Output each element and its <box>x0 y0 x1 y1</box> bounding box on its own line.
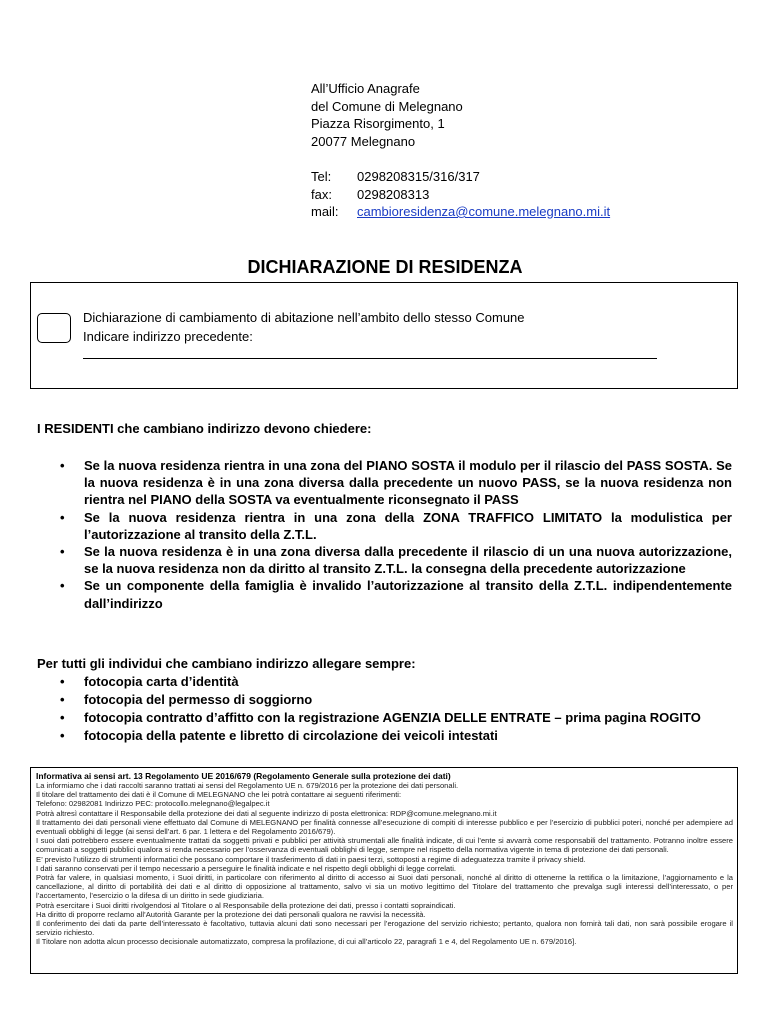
address-line-1: All’Ufficio Anagrafe <box>311 81 420 96</box>
document-item: • fotocopia contratto d’affitto con la registrazione AGENZIA DELLE ENTRATE – prima pagina ROGITO <box>60 709 732 727</box>
privacy-paragraph: Potrà esercitare i Suoi diritti rivolgendosi al Titolare o al Responsabile della protezione dei dati, presso i contatti sopraindicati. <box>36 900 456 910</box>
previous-address-label: Indicare indirizzo precedente: <box>83 329 253 344</box>
privacy-paragraph: Il trattamento dei dati personali viene effettuato dal Comune di MELEGNANO per finalità connesse all’esecuzione di compiti di interesse pubblico e per l’esercizio di pubblici poteri, nonché per adempiere ad eventuali obblighi di legge (ai sensi dell’art. 6 par. 1 lettera e del Regolamento 2016/679). <box>36 817 733 837</box>
privacy-paragraph: E’ previsto l’utilizzo di strumenti informatici che possano comportare il trasferimento di dati in paesi terzi, sottoposti a regime di adeguatezza tramite il privacy shield. <box>36 854 586 864</box>
tel-label: Tel: <box>311 169 332 184</box>
privacy-heading: Informativa ai sensi art. 13 Regolamento UE 2016/679 (Regolamento Generale sulla protezione dei dati) <box>36 771 451 781</box>
privacy-paragraph: La informiamo che i dati raccolti saranno trattati ai sensi del Regolamento UE n. 679/2016 per la protezione dei dati personali. <box>36 781 459 790</box>
privacy-paragraph: Potrà altresì contattare il Responsabile della protezione dei dati al seguente indirizzo di posta elettronica: RDP@comune.melegnano.mi.it <box>36 808 497 818</box>
mail-label: mail: <box>311 204 339 219</box>
privacy-paragraph: Il titolare del trattamento dei dati è il Comune di MELEGNANO che lei potrà contattare ai seguenti riferimenti: <box>36 790 402 800</box>
address-line-4: 20077 Melegnano <box>311 133 416 149</box>
residents-item: • Se la nuova residenza rientra in una zona del PIANO SOSTA il modulo per il rilascio del PASS SOSTA. Se la nuova residenza è in una zona diversa dalla precedente un nuovo PASS, se la nuova residenza non rientra nel PIANO della SOSTA va eventualmente riconsegnato il PASS <box>60 457 732 509</box>
tel-value: 0298208315/316/317 <box>357 169 480 184</box>
recipient-address <box>311 80 463 150</box>
document-item: • fotocopia del permesso di soggiorno <box>60 691 732 709</box>
privacy-paragraph: Ha diritto di proporre reclamo all’Autorità Garante per la protezione dei dati personali qualora ne ravvisi la necessità. <box>36 909 426 919</box>
residents-item: • Se un componente della famiglia è invalido l’autorizzazione al transito della Z.T.L. indipendentemente dall’indirizzo <box>60 577 732 611</box>
change-address-checkbox[interactable] <box>37 313 71 343</box>
page-title: DICHIARAZIONE DI RESIDENZA <box>247 257 523 277</box>
residents-item: • Se la nuova residenza è in una zona diversa dalla precedente il rilascio di un una nuova autorizzazione, se la nuova residenza non da diritto al transito Z.T.L. la consegna della precedente autorizzazione <box>60 543 732 577</box>
documents-intro: Per tutti gli individui che cambiano indirizzo allegare sempre: <box>37 656 416 671</box>
residents-intro: I RESIDENTI che cambiano indirizzo devono chiedere: <box>37 421 372 436</box>
contact-block <box>311 168 610 221</box>
privacy-paragraph: I dati saranno conservati per il tempo necessario a perseguire le finalità indicate e nel rispetto degli obblighi di legge correlati. <box>36 863 457 873</box>
previous-address-line <box>83 358 657 359</box>
mail-link[interactable]: cambioresidenza@comune.melegnano.mi.it <box>357 204 611 219</box>
documents-list <box>60 673 732 745</box>
fax-value: 0298208313 <box>357 186 430 202</box>
privacy-paragraph: Il Titolare non adotta alcun processo decisionale automatizzato, compresa la profilazione, di cui all’articolo 22, paragrafi 1 e 4, del Regolamento UE n. 679/2016]. <box>36 937 577 947</box>
privacy-paragraph: Il conferimento dei dati da parte dell’interessato è facoltativo, tuttavia alcuni dati sono necessari per l’erogazione del servizio richiesto; pertanto, qualora non fornirà tali dati, non sarà possibile erogare il servizio richiesto. <box>36 919 733 938</box>
residents-list <box>60 457 732 612</box>
address-line-2: del Comune di Melegnano <box>311 98 463 114</box>
address-line-3: Piazza Risorgimento, 1 <box>311 116 445 131</box>
document-item: • fotocopia carta d’identità <box>60 673 732 691</box>
declaration-text: Dichiarazione di cambiamento di abitazione nell’ambito dello stesso Comune <box>83 310 525 325</box>
privacy-notice <box>30 767 738 974</box>
fax-label: fax: <box>311 186 332 202</box>
fax-row <box>311 186 610 204</box>
privacy-paragraph: Telefono: 02982081 Indirizzo PEC: protocollo.melegnano@legalpec.it <box>36 799 270 809</box>
residents-item: • Se la nuova residenza rientra in una zona della ZONA TRAFFICO LIMITATO la modulistica per l’autorizzazione al transito della Z.T.L. <box>60 509 732 543</box>
document-item: • fotocopia della patente e libretto di circolazione dei veicoli intestati <box>60 727 732 745</box>
mail-row <box>311 203 610 221</box>
privacy-paragraph: I suoi dati potrebbero essere eventualmente trattati da soggetti privati e pubblici per attività strumentali alle finalità indicate, di cui l’ente si avvarrà come responsabili del trattamento. Potranno inoltre essere comunicati a soggetti pubblici qualora si renda necessario per l’osservanza di eventuali obblighi di legge, sempre nel rispetto della normativa vigente in tema di protezione dei dati personali. <box>36 836 733 855</box>
privacy-paragraph: Potrà far valere, in qualsiasi momento, i Suoi diritti, in particolare con riferimento al diritto di accesso ai Suoi dati personali, nonché al diritto di ottenerne la rettifica o la limitazione, l’aggiornamento e la cancellazione, al diritto di portabilità dei dati e al diritto di opposizione al trattamento, salvo vi sia un motivo legittimo del Titolare del trattamento che prevalga sugli interessi dell’interessato, o per l’accertamento, l’esercizio o la difesa di un diritto in sede giudiziaria. <box>36 873 733 901</box>
tel-row <box>311 168 610 186</box>
declaration-box <box>30 282 738 389</box>
